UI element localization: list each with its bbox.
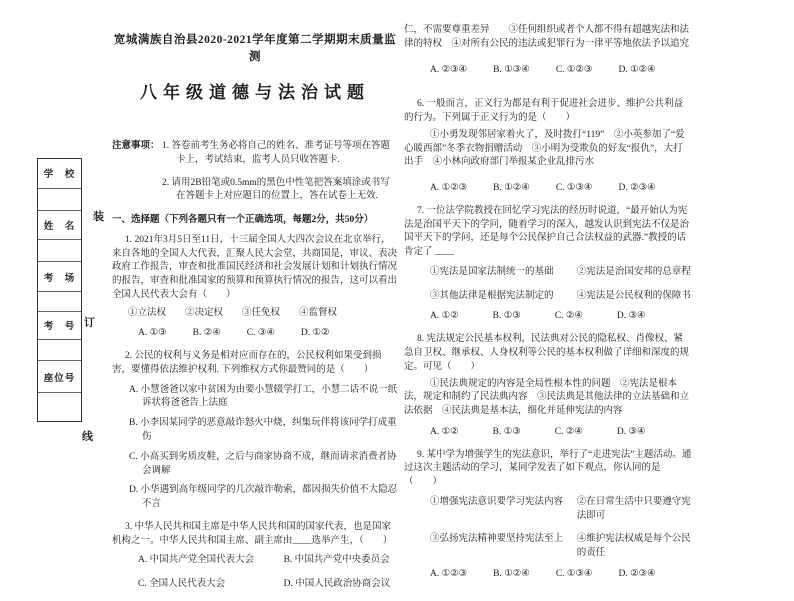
question-9-item-2: ②在日常生活中只要遵守宪法即可 — [576, 496, 691, 521]
right-page-column — [404, 24, 692, 591]
question-5-option-d: D. ①②④ — [618, 64, 656, 75]
exam-subtitle: 八年级道德与法治试题 — [140, 83, 370, 103]
question-6-option-d: D. ②③④ — [618, 183, 656, 194]
question-1-stem: 1. 2021年3月5日至11日，十三届全国人大四次会议在北京举行，来自各地的全国人大代表，汇聚人民大会堂，共商国是，审议、表决政府工作报告，审查和批准国民经济和社会发展计划和计划执行情况的报告，审查和批准国家的预算和预算执行情况的报告，这可以看出全国人民代表大会有（ ） — [112, 234, 398, 300]
question-6-options — [404, 182, 692, 196]
question-9-option-b: B. ①②④ — [493, 568, 530, 579]
seat-number-label: 座位号 — [43, 373, 76, 384]
question-1-option-b: B. ②④ — [192, 328, 221, 339]
question-9-item-4: ④维护宪法权威是每个公民的责任 — [576, 534, 691, 559]
notice-item-2: 2. 请用2B铅笔或0.5mm的黑色中性笔把答案填涂或书写在答题卡上对应题目的位置上，答在试卷上无效. — [162, 177, 390, 202]
notices-items — [162, 140, 398, 204]
question-2-option-b: B. 小李因某同学的恶意敲诈怒火中烧，纠集玩伴将该同学打成重伤 — [129, 418, 397, 442]
question-5-option-b: B. ①③④ — [493, 64, 530, 75]
binding-line-char-ding: 订 — [84, 317, 95, 329]
question-6-option-b: B. ①②④ — [493, 183, 530, 194]
school-blank-cell — [38, 189, 81, 211]
question-3-option-d: D. 中国人民政治协商会议 — [283, 579, 391, 590]
question-7-items — [404, 266, 692, 304]
question-3-option-c: C. 全国人民代表大会 — [138, 579, 226, 590]
seat-number-blank-cell — [38, 393, 81, 421]
question-9-option-a: A. ①②③ — [430, 568, 468, 579]
question-6-items: ①小勇发现邻居家着火了，及时拨打“119” ②小英参加了“爱心暖西部”冬季衣物捐赠活动 ③小明为受欺负的好友“报仇”，大打出手 ④小林向政府部门举报某企业乱排污水 — [404, 129, 685, 168]
question-8 — [404, 333, 692, 439]
question-3-option-a: A. 中国共产党全国代表大会 — [138, 555, 255, 566]
question-6 — [404, 98, 692, 196]
question-7-option-c: C. ②④ — [554, 311, 583, 322]
name-label: 姓 名 — [43, 221, 76, 232]
exam-room-label: 考 场 — [43, 273, 76, 284]
question-7 — [404, 205, 692, 324]
question-5-stem-tail: 仁，不需要尊重差异 ③任何组织或者个人都不得有超越宪法和法律的特权 ④对所有公民的违法或犯罪行为一律平等地依法予以追究 — [404, 25, 690, 49]
question-8-option-b: B. ①③ — [492, 426, 521, 437]
question-9-option-c: C. ①③④ — [555, 568, 593, 579]
notices-label: 注意事项： — [112, 140, 160, 151]
seat-number-label-cell — [38, 361, 81, 393]
question-5-continuation — [404, 24, 692, 77]
question-9 — [404, 449, 692, 582]
question-8-option-c: C. ②④ — [554, 426, 583, 437]
name-label-cell — [38, 211, 81, 241]
question-7-stem: 7. 一位法学院教授在回忆学习宪法的经历时说道，“最开始认为宪法是治国平天下的学问，随着学习的深入，越发认识到宪法不仅是治国平天下的学问，还是每个公民保护自己合法权益的武器.”教授的话肯定了 ____ — [404, 205, 690, 258]
name-blank-cell — [38, 240, 81, 262]
binding-line-char-zhuang: 装 — [93, 211, 104, 223]
question-9-items — [404, 496, 692, 561]
question-2-option-d: D. 小华遇到高年级同学的几次敲诈勒索，都因损失价值不大隐忍不言 — [129, 485, 398, 510]
question-8-options — [404, 426, 692, 440]
exam-number-label-cell — [38, 312, 81, 340]
question-3 — [112, 521, 398, 592]
question-8-option-a: A. ①② — [430, 426, 459, 437]
question-7-item-1: ①宪法是国家法制统一的基础 — [430, 266, 554, 277]
exam-number-label: 考 号 — [43, 322, 76, 333]
exam-room-label-cell — [38, 262, 81, 292]
question-2-stem: 2. 公民的权利与义务是相对应而存在的，公民权利如果受到损害，要懂得依法维护权利. 下列维权方式你最赞同的是（ ） — [112, 351, 382, 375]
question-9-item-3: ③弘扬宪法精神要坚持宪法至上 — [430, 534, 564, 545]
question-5-option-a: A. ②③④ — [430, 64, 468, 75]
question-7-option-a: A. ①② — [430, 311, 459, 322]
question-8-stem: 8. 宪法规定公民基本权利，民法典对公民的隐私权、肖像权、紧急自卫权、继承权、人身权利等公民的基本权利做了详细和深度的规定。可见（ ） — [404, 334, 690, 372]
question-1-option-a: A. ①③ — [138, 328, 167, 339]
question-7-item-4: ④宪法是公民权利的保障书 — [576, 290, 691, 301]
question-7-option-b: B. ①③ — [492, 311, 521, 322]
question-8-items: ①民法典规定的内容是全局性根本性的问题 ②宪法是根本法，规定和制约了民法典内容 ③民法典是其他法律的立法基础和立法依据 ④民法典是基本法，细化并延伸宪法的内容 — [404, 378, 690, 417]
question-9-option-d: D. ②③④ — [618, 568, 656, 579]
question-7-item-3: ③其他法律是根据宪法制定的 — [430, 290, 554, 301]
question-1-option-c: C. ③④ — [246, 328, 275, 339]
question-1-items: ①立法权 ②决定权 ③任免权 ④监督权 — [128, 307, 338, 318]
binding-line-char-xian: 线 — [82, 431, 93, 443]
question-6-stem: 6. 一般而言，正义行为都是有利于促进社会进步、维护公共利益的行为。下列属于正义行为的是（ ） — [404, 99, 684, 124]
question-9-stem: 9. 某中学为增强学生的宪法意识，举行了“走进宪法”主题活动。通过这次主题活动的学习，某同学发表了如下观点，你认同的是（ ） — [404, 449, 692, 488]
question-2 — [112, 350, 398, 512]
school-label: 学 校 — [43, 170, 76, 181]
question-1-options — [112, 327, 398, 341]
question-6-option-c: C. ①③④ — [555, 183, 593, 194]
question-3-option-b: B. 中国共产党中央委员会 — [283, 555, 390, 566]
question-9-options — [404, 568, 692, 582]
exam-number-blank-cell — [38, 340, 81, 362]
question-6-option-a: A. ①②③ — [430, 183, 468, 194]
notice-item-1: 1. 答卷前考生务必将自己的姓名、准考证号等项在答题卡上，考试结束，监考人员只收答题卡. — [162, 140, 391, 165]
question-1-option-d: D. ①② — [300, 328, 330, 339]
question-3-options — [112, 554, 398, 592]
question-2-options — [112, 384, 398, 512]
exam-notices — [112, 140, 398, 204]
exam-title: 宽城满族自治县2020-2021学年度第二学期期末质量监测 — [113, 34, 397, 63]
student-info-table — [37, 158, 82, 422]
question-5-option-c: C. ①②③ — [555, 64, 593, 75]
question-7-options — [404, 310, 692, 324]
question-7-item-2: ②宪法是治国安邦的总章程 — [576, 266, 691, 277]
left-page-column — [112, 26, 398, 601]
question-7-option-d: D. ③④ — [616, 311, 646, 322]
question-2-option-c: C. 小高买到劣质皮鞋，之后与商家协商不成，继而请求消费者协会调解 — [129, 451, 397, 476]
exam-room-blank-cell — [38, 292, 81, 312]
school-label-cell — [38, 159, 81, 189]
question-5-options — [404, 64, 692, 78]
question-9-item-1: ①增强宪法意识要学习宪法内容 — [430, 496, 564, 507]
section-heading-choice: 一、选择题（下列各题只有一个正确选项，每题2分，共50分） — [112, 215, 374, 226]
question-8-option-d: D. ③④ — [616, 426, 646, 437]
question-3-stem: 3. 中华人民共和国主席是中华人民共和国的国家代表，也是国家机构之一。中华人民共和国主席、副主席由____选举产生，（ ） — [112, 521, 393, 546]
question-2-option-a: A. 小慧爸爸以家中贫困为由要小慧辍学打工，小慧二话不说一纸诉状将爸爸告上法庭 — [129, 384, 398, 409]
question-1 — [112, 234, 398, 341]
